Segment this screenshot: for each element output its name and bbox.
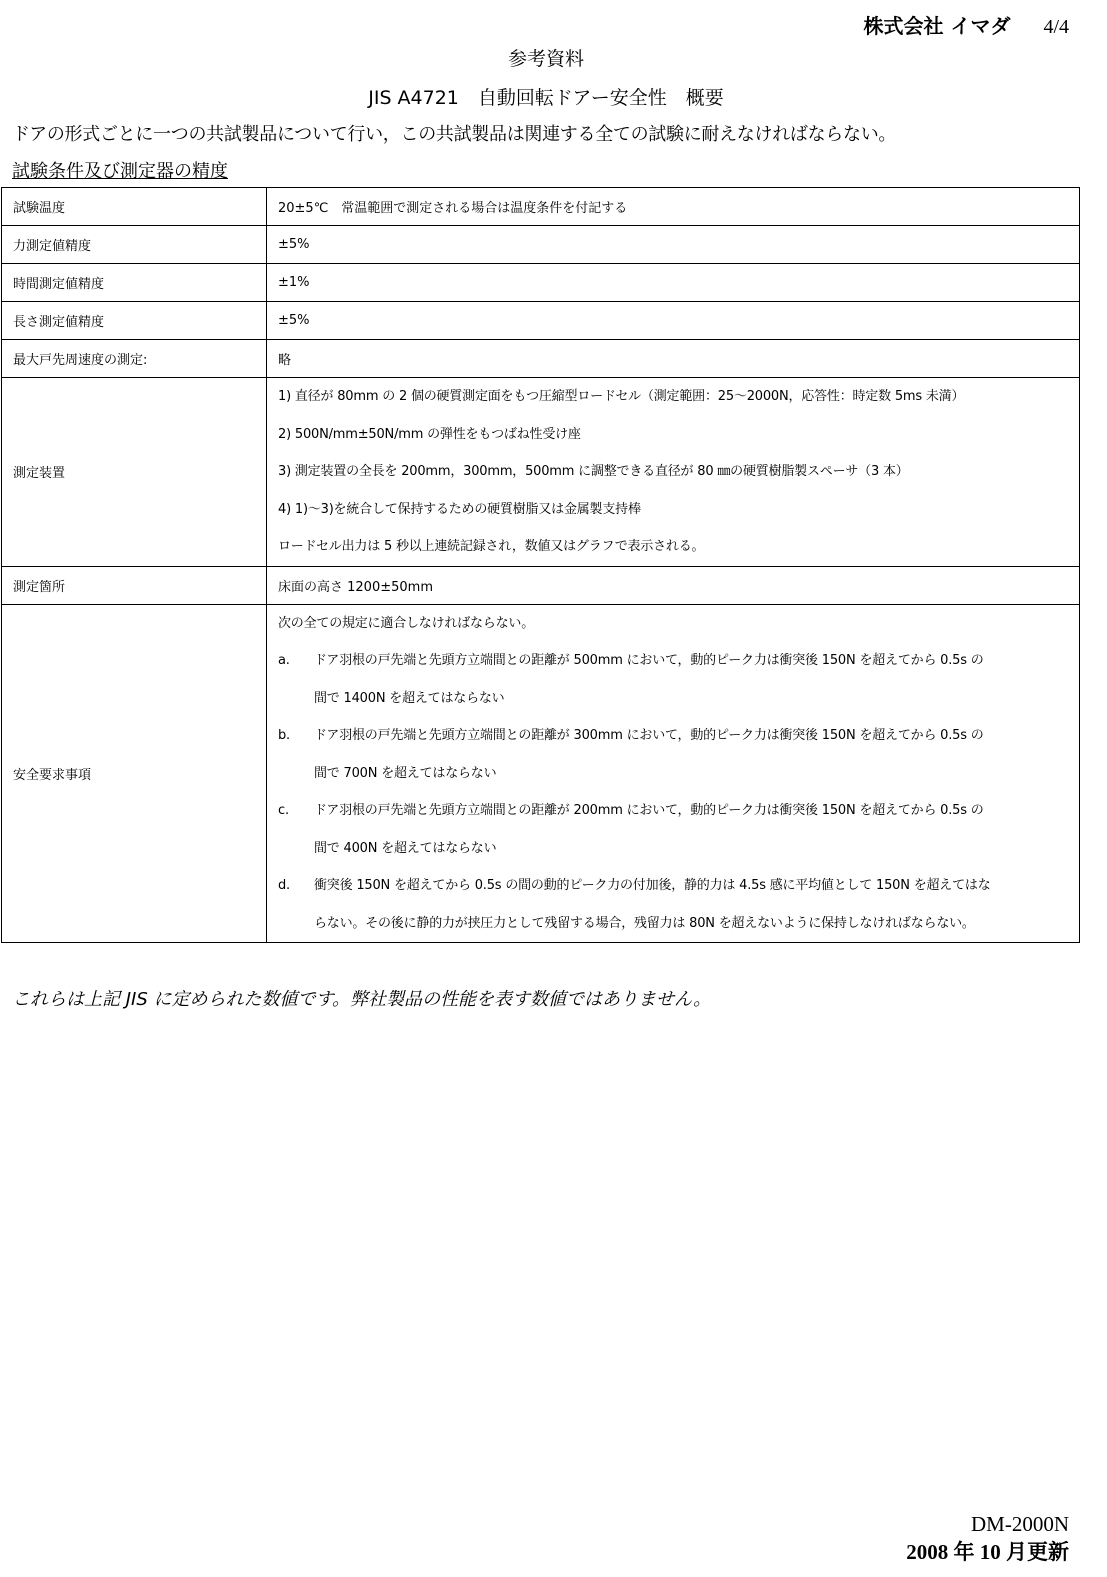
- row-label: 測定箇所: [2, 566, 267, 604]
- device-line: 4) 1)～3)を統合して保持するための硬質樹脂又は金属製支持棒: [278, 501, 641, 517]
- page-header: [864, 10, 1070, 39]
- table-row: [2, 566, 1080, 604]
- intro-text: ドアの形式ごとに一つの共試製品について行い，この共試製品は関連する全ての試験に耐えなければならない。: [12, 124, 897, 145]
- row-value: ±5%: [267, 226, 1080, 264]
- safety-intro: 次の全ての規定に適合しなければならない。: [278, 615, 535, 631]
- device-line: 2) 500N/mm±50N/mm の弾性をもつばね性受け座: [278, 426, 581, 442]
- item-text: ドア羽根の戸先端と先頭方立端間との距離が 200mm において，動的ピーク力は衝突後 150N を超えてから 0.5s の: [314, 803, 984, 818]
- table-row: [2, 264, 1080, 302]
- row-label: 力測定値精度: [2, 226, 267, 264]
- safety-item: [278, 642, 1079, 680]
- device-line: ロードセル出力は 5 秒以上連続記録され，数値又はグラフで表示される。: [278, 539, 705, 554]
- table-row: [2, 302, 1080, 340]
- item-marker: b.: [278, 728, 290, 743]
- safety-item: [278, 867, 1079, 905]
- row-label: 安全要求事項: [2, 604, 267, 943]
- item-text: ドア羽根の戸先端と先頭方立端間との距離が 300mm において，動的ピーク力は衝突後 150N を超えてから 0.5s の: [314, 728, 984, 743]
- row-label: 最大戸先周速度の測定:: [2, 340, 267, 378]
- row-label: 長さ測定値精度: [2, 302, 267, 340]
- update-date: 2008 年 10 月更新: [906, 1540, 1069, 1564]
- item-text-cont: 間で 400N を超えてはならない: [314, 840, 497, 856]
- section-heading: 試験条件及び測定器の精度: [12, 161, 228, 182]
- table-row: [2, 226, 1080, 264]
- page-footer: [906, 1510, 1069, 1566]
- model-number: DM-2000N: [971, 1512, 1069, 1536]
- row-value: 略: [267, 340, 1080, 378]
- device-line: 1) 直径が 80mm の 2 個の硬質測定面をもつ圧縮型ロードセル（測定範囲：25～2000N，応答性：時定数 5ms 未満）: [278, 389, 965, 404]
- document-title: JIS A4721 自動回転ドアー安全性 概要: [368, 87, 724, 109]
- item-text-cont: 間で 1400N を超えてはならない: [314, 690, 505, 706]
- item-text: ドア羽根の戸先端と先頭方立端間との距離が 500mm において，動的ピーク力は衝突後 150N を超えてから 0.5s の: [314, 653, 984, 668]
- item-marker: d.: [278, 878, 290, 893]
- table-row: [2, 340, 1080, 378]
- item-text-cont: らない。その後に静的力が挟圧力として残留する場合，残留力は 80N を超えないように保持しなければならない。: [314, 915, 975, 931]
- spec-table: [1, 187, 1080, 943]
- table-row-safety: [2, 604, 1080, 943]
- item-marker: c.: [278, 803, 289, 818]
- row-label: 時間測定値精度: [2, 264, 267, 302]
- safety-list: [267, 604, 1080, 943]
- footnote: これらは上記 JIS に定められた数値です。弊社製品の性能を表す数値ではありません。: [12, 989, 712, 1010]
- page-number: 4/4: [1043, 16, 1069, 38]
- item-text: 衝突後 150N を超えてから 0.5s の間の動的ピーク力の付加後，静的力は 4.5s 感に平均値として 150N を超えてはな: [314, 878, 991, 893]
- device-list: [267, 378, 1080, 567]
- company-name: 株式会社 イマダ: [863, 14, 1011, 38]
- row-value: ±5%: [267, 302, 1080, 340]
- table-row-device: [2, 378, 1080, 567]
- row-value: ±1%: [267, 264, 1080, 302]
- item-marker: a.: [278, 653, 290, 668]
- row-label: 測定装置: [2, 378, 267, 567]
- table-row: [2, 188, 1080, 226]
- item-text-cont: 間で 700N を超えてはならない: [314, 765, 497, 781]
- row-value: 20±5℃ 常温範囲で測定される場合は温度条件を付記する: [267, 188, 1080, 226]
- safety-item: [278, 717, 1079, 755]
- row-label: 試験温度: [2, 188, 267, 226]
- safety-item: [278, 792, 1079, 830]
- device-line: 3) 測定装置の全長を 200mm，300mm，500mm に調整できる直径が 80 ㎜の硬質樹脂製スペーサ（3 本）: [278, 464, 909, 479]
- reference-title: 参考資料: [507, 48, 584, 70]
- row-value: 床面の高さ 1200±50mm: [267, 566, 1080, 604]
